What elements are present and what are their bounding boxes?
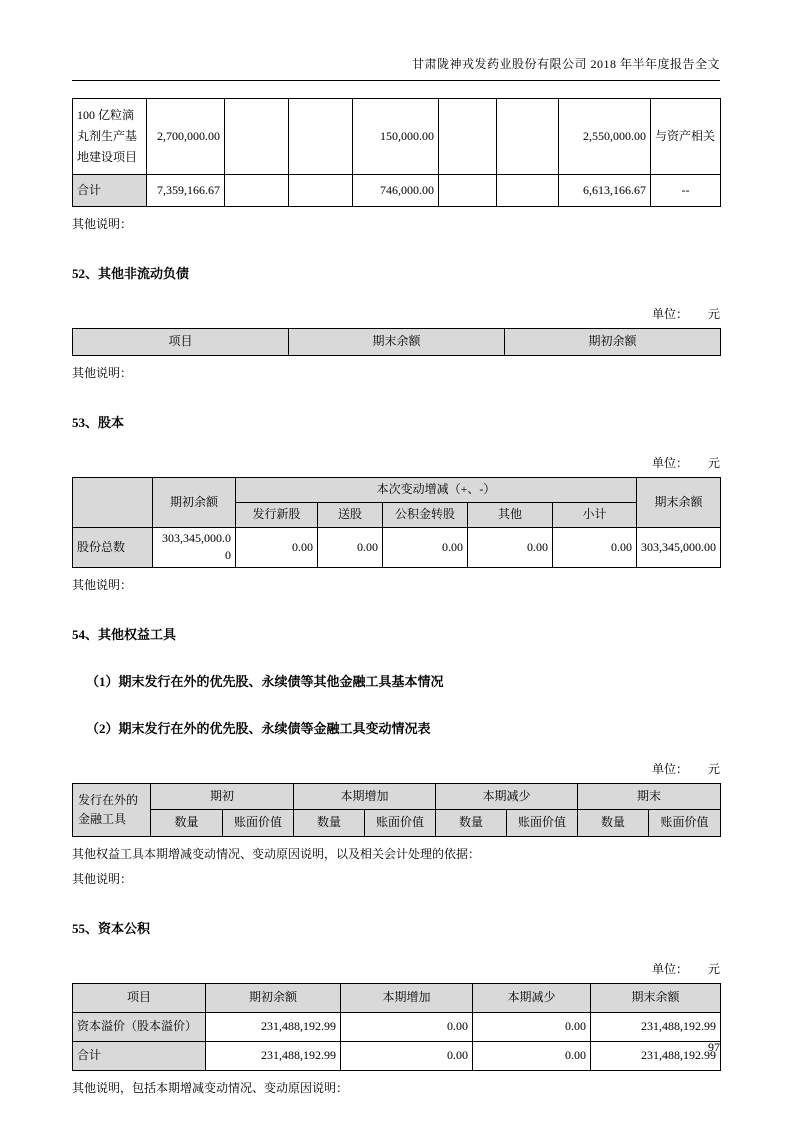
- related-type-cell: --: [651, 175, 721, 207]
- unit-label: 单位：: [651, 456, 688, 470]
- amount-cell: 0.00: [553, 528, 637, 568]
- column-header: 期末余额: [289, 329, 505, 356]
- other-equity-instruments-table: [72, 783, 721, 837]
- unit-value: 元: [707, 307, 720, 321]
- column-header: 期初余额: [153, 478, 236, 528]
- amount-cell: 2,700,000.00: [147, 99, 225, 175]
- column-header: 数量: [436, 809, 507, 836]
- amount-cell: 0.00: [473, 1041, 591, 1070]
- unit-line: [72, 305, 720, 322]
- amount-cell: 0.00: [383, 528, 468, 568]
- amount-cell: [289, 175, 353, 207]
- column-header: 期末余额: [591, 983, 721, 1012]
- related-type-cell: 与资产相关: [651, 99, 721, 175]
- group-header: 期初: [151, 783, 294, 809]
- column-header: 账面价值: [649, 809, 721, 836]
- table-row-total: [73, 175, 721, 207]
- table-header-row: [73, 478, 721, 503]
- section-52-heading: 52、其他非流动负债: [72, 266, 190, 281]
- amount-cell: [289, 99, 353, 175]
- column-header: 发行新股: [236, 503, 318, 528]
- amount-cell: 7,359,166.67: [147, 175, 225, 207]
- table-row: [73, 99, 721, 175]
- group-header: 本次变动增减（+、-）: [236, 478, 637, 503]
- unit-label: 单位：: [651, 761, 688, 776]
- amount-cell: [497, 175, 559, 207]
- table-row-total: [73, 1041, 721, 1070]
- table-header-row: [73, 329, 721, 356]
- empty-corner-cell: [73, 478, 153, 528]
- amount-cell: [439, 175, 497, 207]
- group-header: 本期增加: [294, 783, 436, 809]
- table-row: [73, 528, 721, 568]
- amount-cell: 303,345,000.00: [637, 528, 721, 568]
- section-54-sub1-heading: （1）期末发行在外的优先股、永续债等其他金融工具基本情况: [86, 673, 444, 689]
- column-header: 期末余额: [637, 478, 721, 528]
- column-header: 其他: [468, 503, 553, 528]
- column-header: 期初余额: [206, 983, 341, 1012]
- amount-cell: 0.00: [236, 528, 318, 568]
- unit-value: 元: [707, 761, 720, 776]
- amount-cell: 6,613,166.67: [559, 175, 651, 207]
- amount-cell: [497, 99, 559, 175]
- other-note: 其他说明：: [72, 366, 133, 380]
- amount-cell: 303,345,000.00: [153, 528, 236, 568]
- unit-line: [72, 760, 720, 777]
- group-header: 期末: [578, 783, 721, 809]
- column-header: 送股: [318, 503, 383, 528]
- section-55-heading: 55、资本公积: [72, 920, 151, 936]
- equity-change-note: 其他权益工具本期增减变动情况、变动原因说明，以及相关会计处理的依据：: [72, 846, 481, 861]
- amount-cell: 231,488,192.99: [591, 1041, 721, 1070]
- total-label-cell: 合计: [73, 1041, 206, 1070]
- column-header: 公积金转股: [383, 503, 468, 528]
- amount-cell: 0.00: [341, 1041, 473, 1070]
- amount-cell: 0.00: [341, 1012, 473, 1041]
- column-header: 期初余额: [505, 329, 721, 356]
- unit-line: [72, 454, 720, 471]
- column-header: 本期增加: [341, 983, 473, 1012]
- amount-cell: 231,488,192.99: [206, 1041, 341, 1070]
- row-label-cell: 资本溢价（股本溢价）: [73, 1012, 206, 1041]
- amount-cell: [225, 175, 289, 207]
- amount-cell: 231,488,192.99: [591, 1012, 721, 1041]
- amount-cell: 746,000.00: [353, 175, 439, 207]
- row-label-cell: 股份总数: [73, 528, 153, 568]
- carryover-project-table: [72, 98, 721, 207]
- other-noncurrent-liabilities-table: [72, 328, 721, 356]
- unit-line: [72, 960, 720, 977]
- table-row: [73, 1012, 721, 1041]
- amount-cell: 231,488,192.99: [206, 1012, 341, 1041]
- amount-cell: 2,550,000.00: [559, 99, 651, 175]
- table-subheader-row: [73, 809, 721, 836]
- column-header: 数量: [151, 809, 223, 836]
- column-header: 项目: [73, 329, 289, 356]
- row-label-cell: 发行在外的金融工具: [73, 783, 151, 836]
- other-note: 其他说明：: [72, 217, 133, 231]
- column-header: 本期减少: [473, 983, 591, 1012]
- column-header: 数量: [294, 809, 365, 836]
- column-header: 账面价值: [507, 809, 578, 836]
- table-header-row: [73, 783, 721, 809]
- amount-cell: [439, 99, 497, 175]
- column-header: 账面价值: [223, 809, 294, 836]
- column-header: 数量: [578, 809, 649, 836]
- unit-value: 元: [707, 456, 720, 470]
- total-label-cell: 合计: [73, 175, 147, 207]
- amount-cell: [225, 99, 289, 175]
- page-number: 97: [708, 1040, 720, 1054]
- section-54-sub2-heading: （2）期末发行在外的优先股、永续债等金融工具变动情况表: [86, 720, 431, 736]
- amount-cell: 0.00: [468, 528, 553, 568]
- capital-reserve-table: [72, 983, 721, 1071]
- project-name-cell: 100 亿粒滴丸剂生产基地建设项目: [73, 99, 147, 175]
- section-53-heading: 53、股本: [72, 415, 125, 430]
- column-header: 账面价值: [365, 809, 436, 836]
- share-capital-table: [72, 477, 721, 568]
- unit-label: 单位：: [651, 307, 688, 321]
- unit-value: 元: [707, 961, 720, 976]
- unit-label: 单位：: [651, 961, 688, 976]
- amount-cell: 0.00: [473, 1012, 591, 1041]
- other-note: 其他说明：: [72, 871, 133, 886]
- other-note: 其他说明：: [72, 577, 133, 592]
- amount-cell: 150,000.00: [353, 99, 439, 175]
- column-header: 项目: [73, 983, 206, 1012]
- amount-cell: 0.00: [318, 528, 383, 568]
- table-header-row: [73, 983, 721, 1012]
- other-note: 其他说明，包括本期增减变动情况、变动原因说明：: [72, 1080, 349, 1095]
- column-header: 小计: [553, 503, 637, 528]
- document-header-title: 甘肃陇神戎发药业股份有限公司 2018 年半年度报告全文: [72, 55, 720, 81]
- group-header: 本期减少: [436, 783, 578, 809]
- section-54-heading: 54、其他权益工具: [72, 626, 177, 642]
